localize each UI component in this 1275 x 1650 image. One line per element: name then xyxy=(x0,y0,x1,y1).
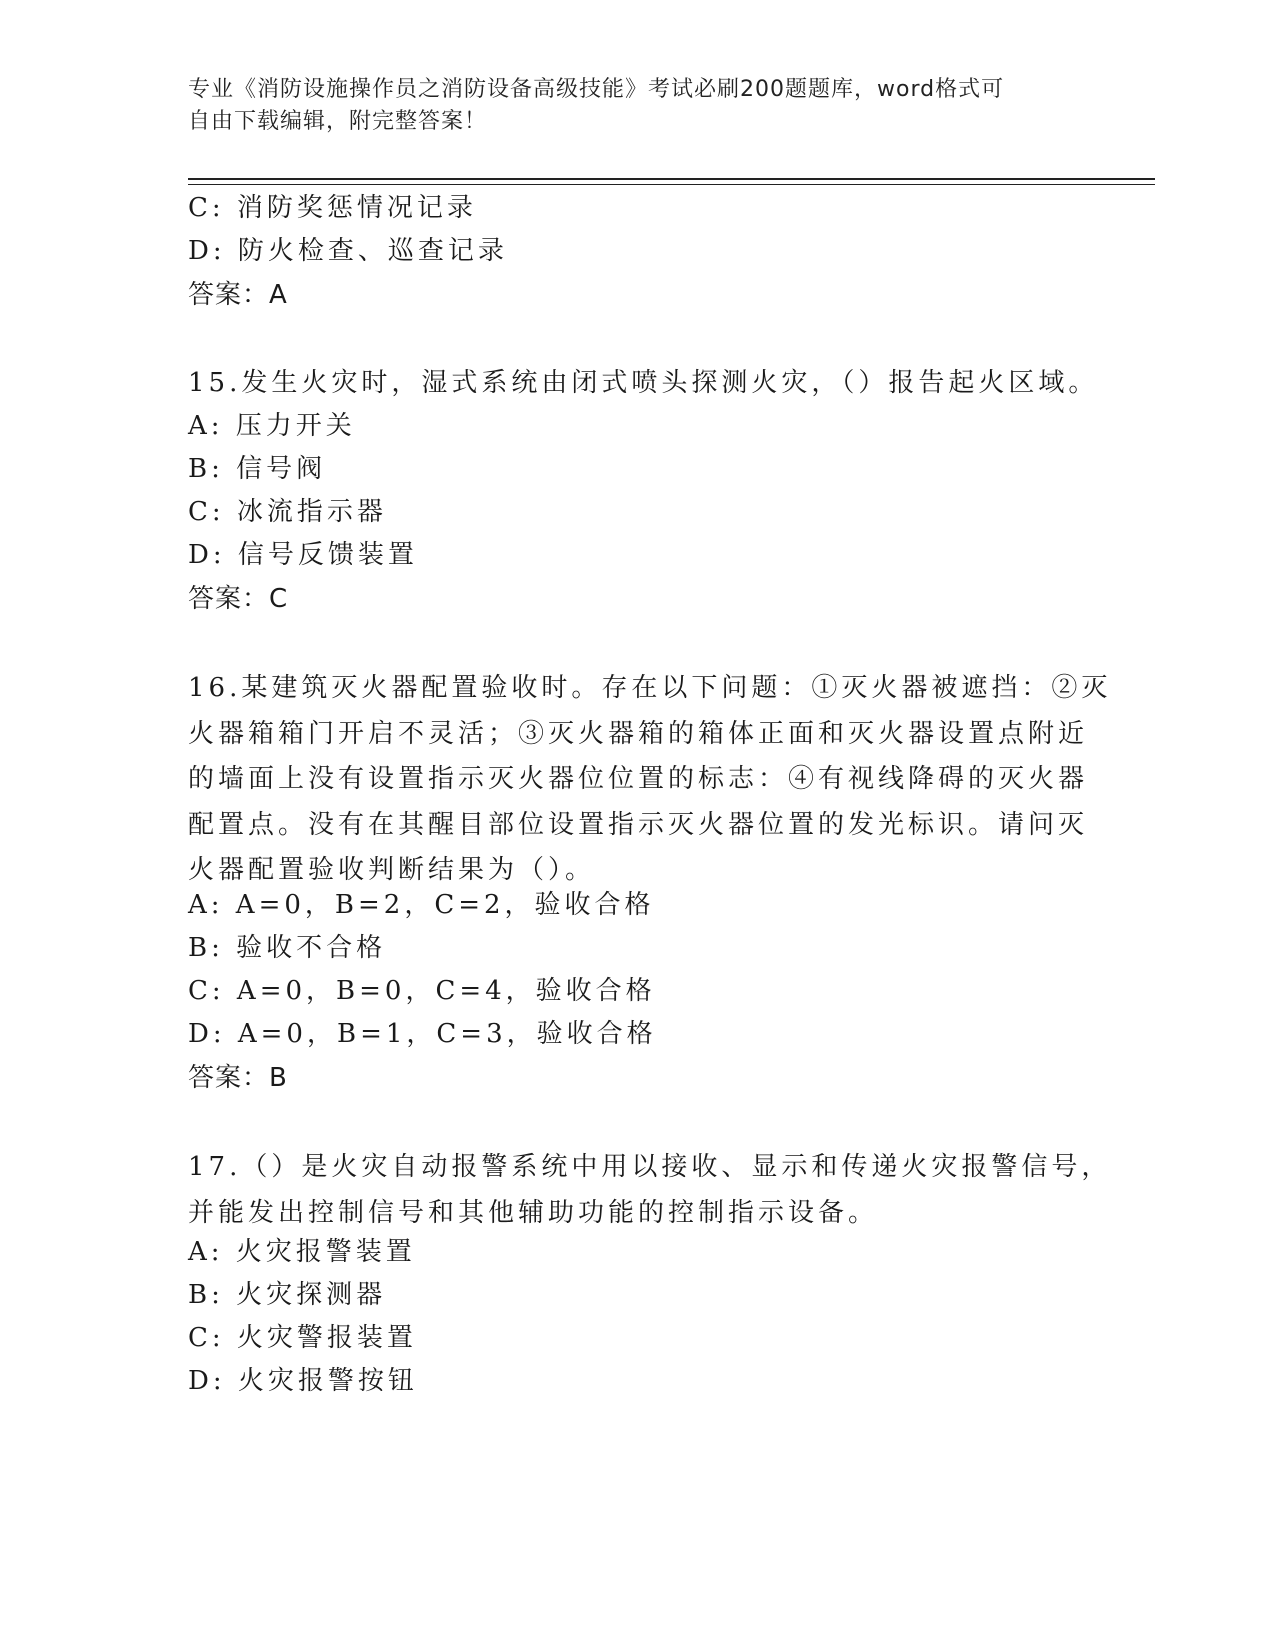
q16-stem-line: 火器配置验收判断结果为（）。 xyxy=(188,855,596,885)
header-line-1: 专业《消防设施操作员之消防设备高级技能》考试必刷200题题库，word格式可 xyxy=(188,77,1005,102)
q16-stem-line: 配置点。没有在其醒目部位设置指示灭火器位置的发光标识。请问灭 xyxy=(188,809,1089,840)
header-divider-thin xyxy=(188,184,1155,185)
q15-option-b: B: 信号阀 xyxy=(188,454,327,484)
q16-stem-line: 的墙面上没有设置指示灭火器位位置的标志：④有视线降碍的灭火器 xyxy=(188,764,1089,794)
header-line-2: 自由下载编辑，附完整答案！ xyxy=(188,109,488,134)
q15-option-c: C: 冰流指示器 xyxy=(188,497,387,527)
q15-option-a: A: 压力开关 xyxy=(188,411,356,441)
q17-stem-line: 并能发出控制信号和其他辅助功能的控制指示设备。 xyxy=(188,1197,879,1228)
q17-option-b: B: 火灾探测器 xyxy=(188,1280,387,1310)
q15-option-d: D: 信号反馈装置 xyxy=(188,540,418,570)
q16-option-a: A: A=0，B=2，C=2，验收合格 xyxy=(188,890,655,920)
q14-option-d: D: 防火检查、巡查记录 xyxy=(188,236,508,266)
q16-option-d: D: A=0，B=1，C=3，验收合格 xyxy=(188,1019,657,1049)
q16-stem xyxy=(188,666,1112,894)
q17-option-d: D: 火灾报警按钮 xyxy=(188,1366,418,1396)
q16-option-b: B: 验收不合格 xyxy=(188,933,387,963)
q14-answer: 答案：A xyxy=(188,280,288,310)
q17-option-c: C: 火灾警报装置 xyxy=(188,1323,417,1353)
document-header xyxy=(188,74,1088,138)
header-divider-thick xyxy=(188,178,1155,180)
q16-answer: 答案：B xyxy=(188,1063,288,1093)
q16-stem-line: 16.某建筑灭火器配置验收时。存在以下问题：①灭火器被遮挡：②灭 xyxy=(188,673,1112,703)
q17-option-a: A: 火灾报警装置 xyxy=(188,1237,416,1267)
q14-option-c: C: 消防奖惩情况记录 xyxy=(188,193,477,223)
q16-option-c: C: A=0，B=0，C=4，验收合格 xyxy=(188,976,656,1006)
q15-stem: 15.发生火灾时，湿式系统由闭式喷头探测火灾，（）报告起火区域。 xyxy=(188,368,1099,398)
q15-answer: 答案：C xyxy=(188,584,289,614)
q17-stem-line: 17.（）是火灾自动报警系统中用以接收、显示和传递火灾报警信号， xyxy=(188,1152,1112,1182)
q17-stem xyxy=(188,1145,1112,1236)
q16-stem-line: 火器箱箱门开启不灵活；③灭火器箱的箱体正面和灭火器设置点附近 xyxy=(188,718,1089,749)
